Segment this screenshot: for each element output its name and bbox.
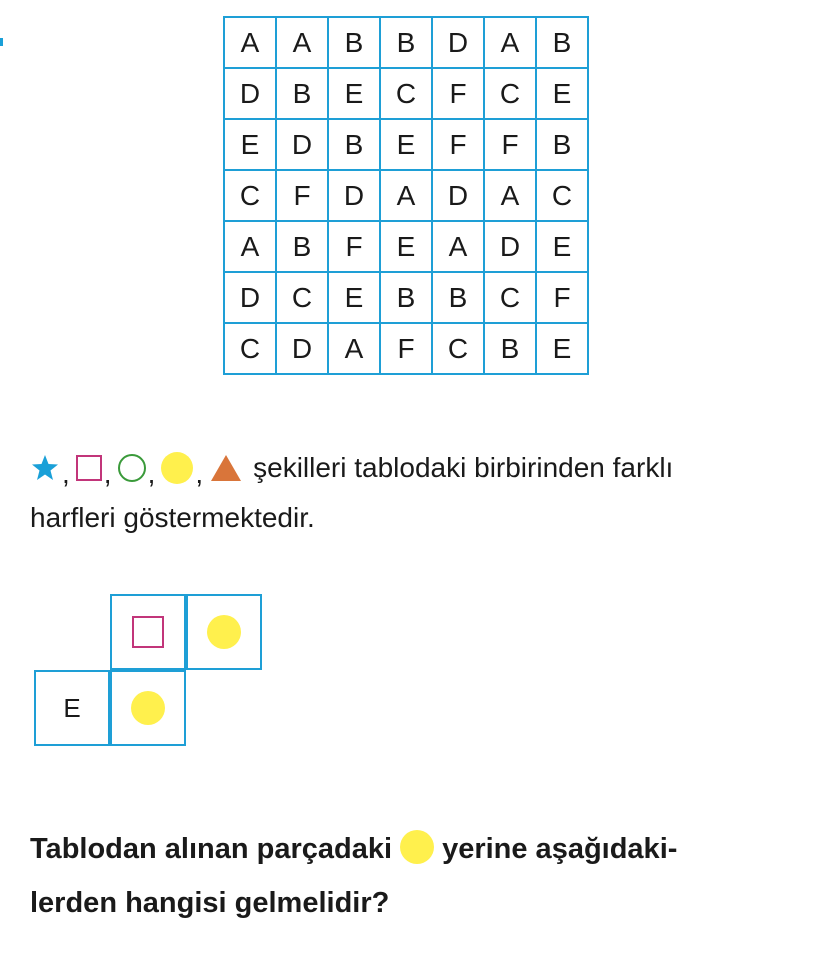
grid-cell: D — [484, 221, 536, 272]
grid-cell: B — [328, 17, 380, 68]
grid-cell: A — [328, 323, 380, 374]
grid-cell: C — [484, 68, 536, 119]
grid-cell: D — [276, 323, 328, 374]
yellow-dot-icon — [161, 452, 193, 484]
star-icon — [30, 453, 60, 483]
separator: , — [147, 458, 156, 489]
grid-cell: C — [432, 323, 484, 374]
grid-cell: A — [484, 170, 536, 221]
grid-cell: A — [276, 17, 328, 68]
grid-cell: C — [276, 272, 328, 323]
grid-cell: A — [432, 221, 484, 272]
grid-cell: C — [484, 272, 536, 323]
grid-cell: D — [432, 170, 484, 221]
fragment-cell-dot — [186, 594, 262, 670]
question-part2: yerine aşağıdaki- — [442, 833, 678, 865]
grid-cell: F — [380, 323, 432, 374]
grid-cell: E — [536, 323, 588, 374]
grid-cell: B — [380, 17, 432, 68]
grid-cell: D — [224, 272, 276, 323]
grid-cell: B — [536, 17, 588, 68]
grid-cell: B — [276, 68, 328, 119]
grid-cell: E — [536, 68, 588, 119]
fragment-letter: E — [63, 692, 81, 723]
grid-row — [224, 221, 588, 272]
grid-cell: F — [484, 119, 536, 170]
square-icon — [132, 616, 164, 648]
grid-cell: E — [536, 221, 588, 272]
question-part1: Tablodan alınan parçadaki — [30, 833, 393, 865]
grid-cell: E — [380, 119, 432, 170]
grid-cell: F — [328, 221, 380, 272]
grid-row — [224, 68, 588, 119]
grid-cell: F — [432, 119, 484, 170]
grid-cell: A — [224, 17, 276, 68]
grid-cell: B — [380, 272, 432, 323]
fragment-cell-dot — [110, 670, 186, 746]
fragment-cell-square — [110, 594, 186, 670]
grid-row — [224, 323, 588, 374]
grid-cell: A — [484, 17, 536, 68]
grid-cell: E — [328, 68, 380, 119]
shape-legend — [30, 446, 820, 490]
grid-cell: F — [536, 272, 588, 323]
grid-cell: B — [536, 119, 588, 170]
grid-cell: C — [380, 68, 432, 119]
circle-icon — [118, 454, 146, 482]
triangle-icon — [209, 453, 243, 483]
separator: , — [195, 458, 204, 489]
legend-text-line1: şekilleri tablodaki birbirinden farklı — [253, 452, 674, 483]
fragment-cell-letter — [34, 670, 110, 746]
yellow-dot-icon — [207, 615, 241, 649]
grid-cell: B — [276, 221, 328, 272]
separator: , — [103, 458, 112, 489]
grid-cell: C — [536, 170, 588, 221]
question-text — [30, 822, 820, 930]
grid-cell: E — [224, 119, 276, 170]
grid-cell: B — [432, 272, 484, 323]
grid-cell: D — [276, 119, 328, 170]
letter-grid — [223, 16, 589, 375]
yellow-dot-icon — [400, 830, 434, 864]
grid-cell: C — [224, 170, 276, 221]
separator: , — [62, 458, 70, 489]
yellow-dot-icon — [131, 691, 165, 725]
grid-row — [224, 170, 588, 221]
grid-cell: B — [328, 119, 380, 170]
grid-cell: D — [328, 170, 380, 221]
grid-cell: D — [224, 68, 276, 119]
grid-cell: A — [224, 221, 276, 272]
square-icon — [76, 455, 102, 481]
legend-text-line2: harfleri göstermektedir. — [30, 502, 315, 533]
grid-cell: B — [484, 323, 536, 374]
grid-row — [224, 272, 588, 323]
grid-cell: E — [380, 221, 432, 272]
grid-row — [224, 17, 588, 68]
grid-cell: F — [432, 68, 484, 119]
grid-cell: F — [276, 170, 328, 221]
edge-mark — [0, 38, 3, 46]
grid-cell: E — [328, 272, 380, 323]
question-part3: lerden hangisi gelmelidir? — [30, 887, 390, 919]
grid-cell: A — [380, 170, 432, 221]
grid-cell: D — [432, 17, 484, 68]
grid-row — [224, 119, 588, 170]
grid-cell: C — [224, 323, 276, 374]
